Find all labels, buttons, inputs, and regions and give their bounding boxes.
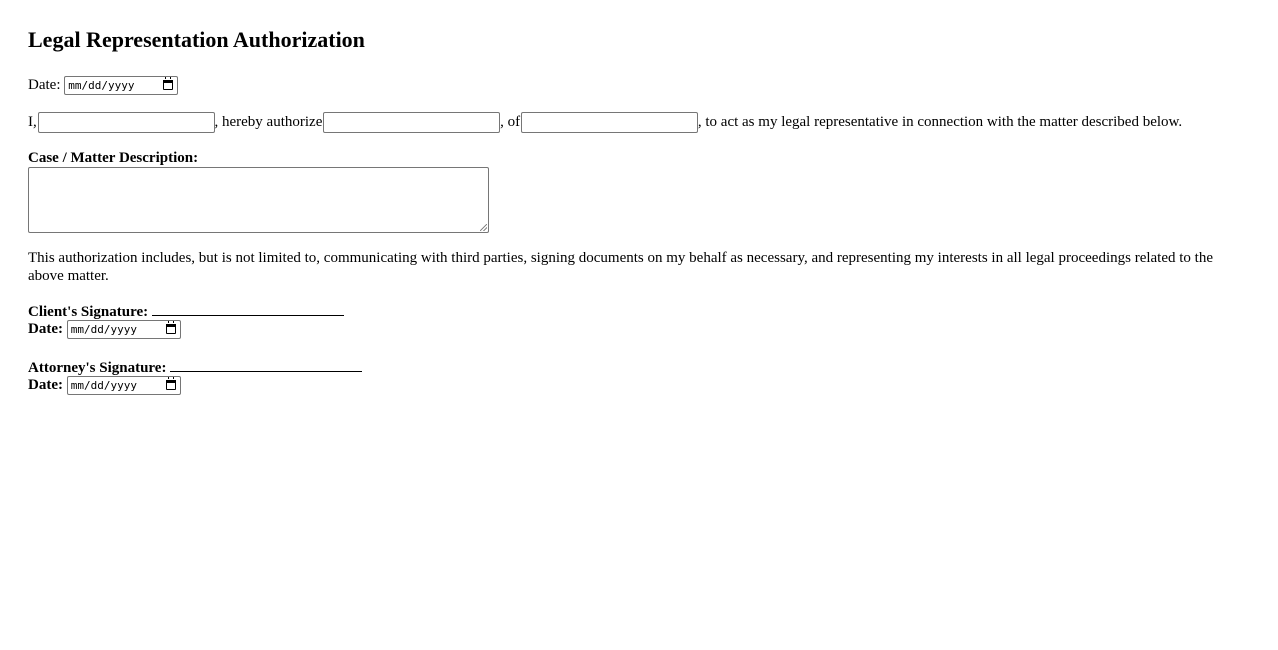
authorization-suffix: , to act as my legal representative in connection with the matter described below.: [697, 113, 1183, 130]
authorization-between-1: , hereby authorize: [214, 113, 323, 130]
authorization-prefix: I,: [28, 113, 37, 130]
attorney-date-label: Date:: [28, 377, 63, 393]
attorney-signature-line[interactable]: [170, 357, 362, 372]
attorney-date-placeholder: mm/dd/yyyy: [70, 379, 137, 393]
client-name-input[interactable]: [38, 112, 215, 133]
client-date-row: [28, 320, 181, 339]
header-date-input[interactable]: [64, 76, 178, 95]
client-date-placeholder: mm/dd/yyyy: [70, 323, 137, 337]
attorney-date-input[interactable]: [67, 376, 181, 395]
page-title: Legal Representation Authorization: [28, 27, 365, 52]
attorney-name-input[interactable]: [323, 112, 500, 133]
authorization-row: [28, 112, 1182, 133]
resize-grip-icon[interactable]: [480, 224, 487, 231]
authorization-between-2: , of: [500, 113, 521, 130]
firm-name-input[interactable]: [521, 112, 698, 133]
case-description-label: Case / Matter Description:: [28, 150, 199, 166]
case-description-textarea[interactable]: [28, 167, 489, 233]
attorney-signature-row: [28, 357, 362, 377]
header-date-label: Date:: [28, 77, 61, 93]
authorization-paragraph: This authorization includes, but is not limited to, communicating with third parties, signing documents on my behalf as necessary, and representing my interests in all legal proceedings related to the above matter.: [28, 250, 1213, 284]
calendar-icon[interactable]: [163, 80, 173, 90]
client-signature-row: [28, 301, 344, 321]
attorney-date-row: [28, 376, 181, 395]
header-date-placeholder: mm/dd/yyyy: [68, 79, 135, 93]
client-signature-line[interactable]: [152, 301, 344, 316]
calendar-icon[interactable]: [166, 324, 176, 334]
calendar-icon[interactable]: [166, 380, 176, 390]
client-date-input[interactable]: [67, 320, 181, 339]
client-signature-label: Client's Signature:: [28, 304, 149, 320]
client-date-label: Date:: [28, 321, 63, 337]
attorney-signature-label: Attorney's Signature:: [28, 360, 167, 376]
header-date-row: [28, 76, 178, 95]
